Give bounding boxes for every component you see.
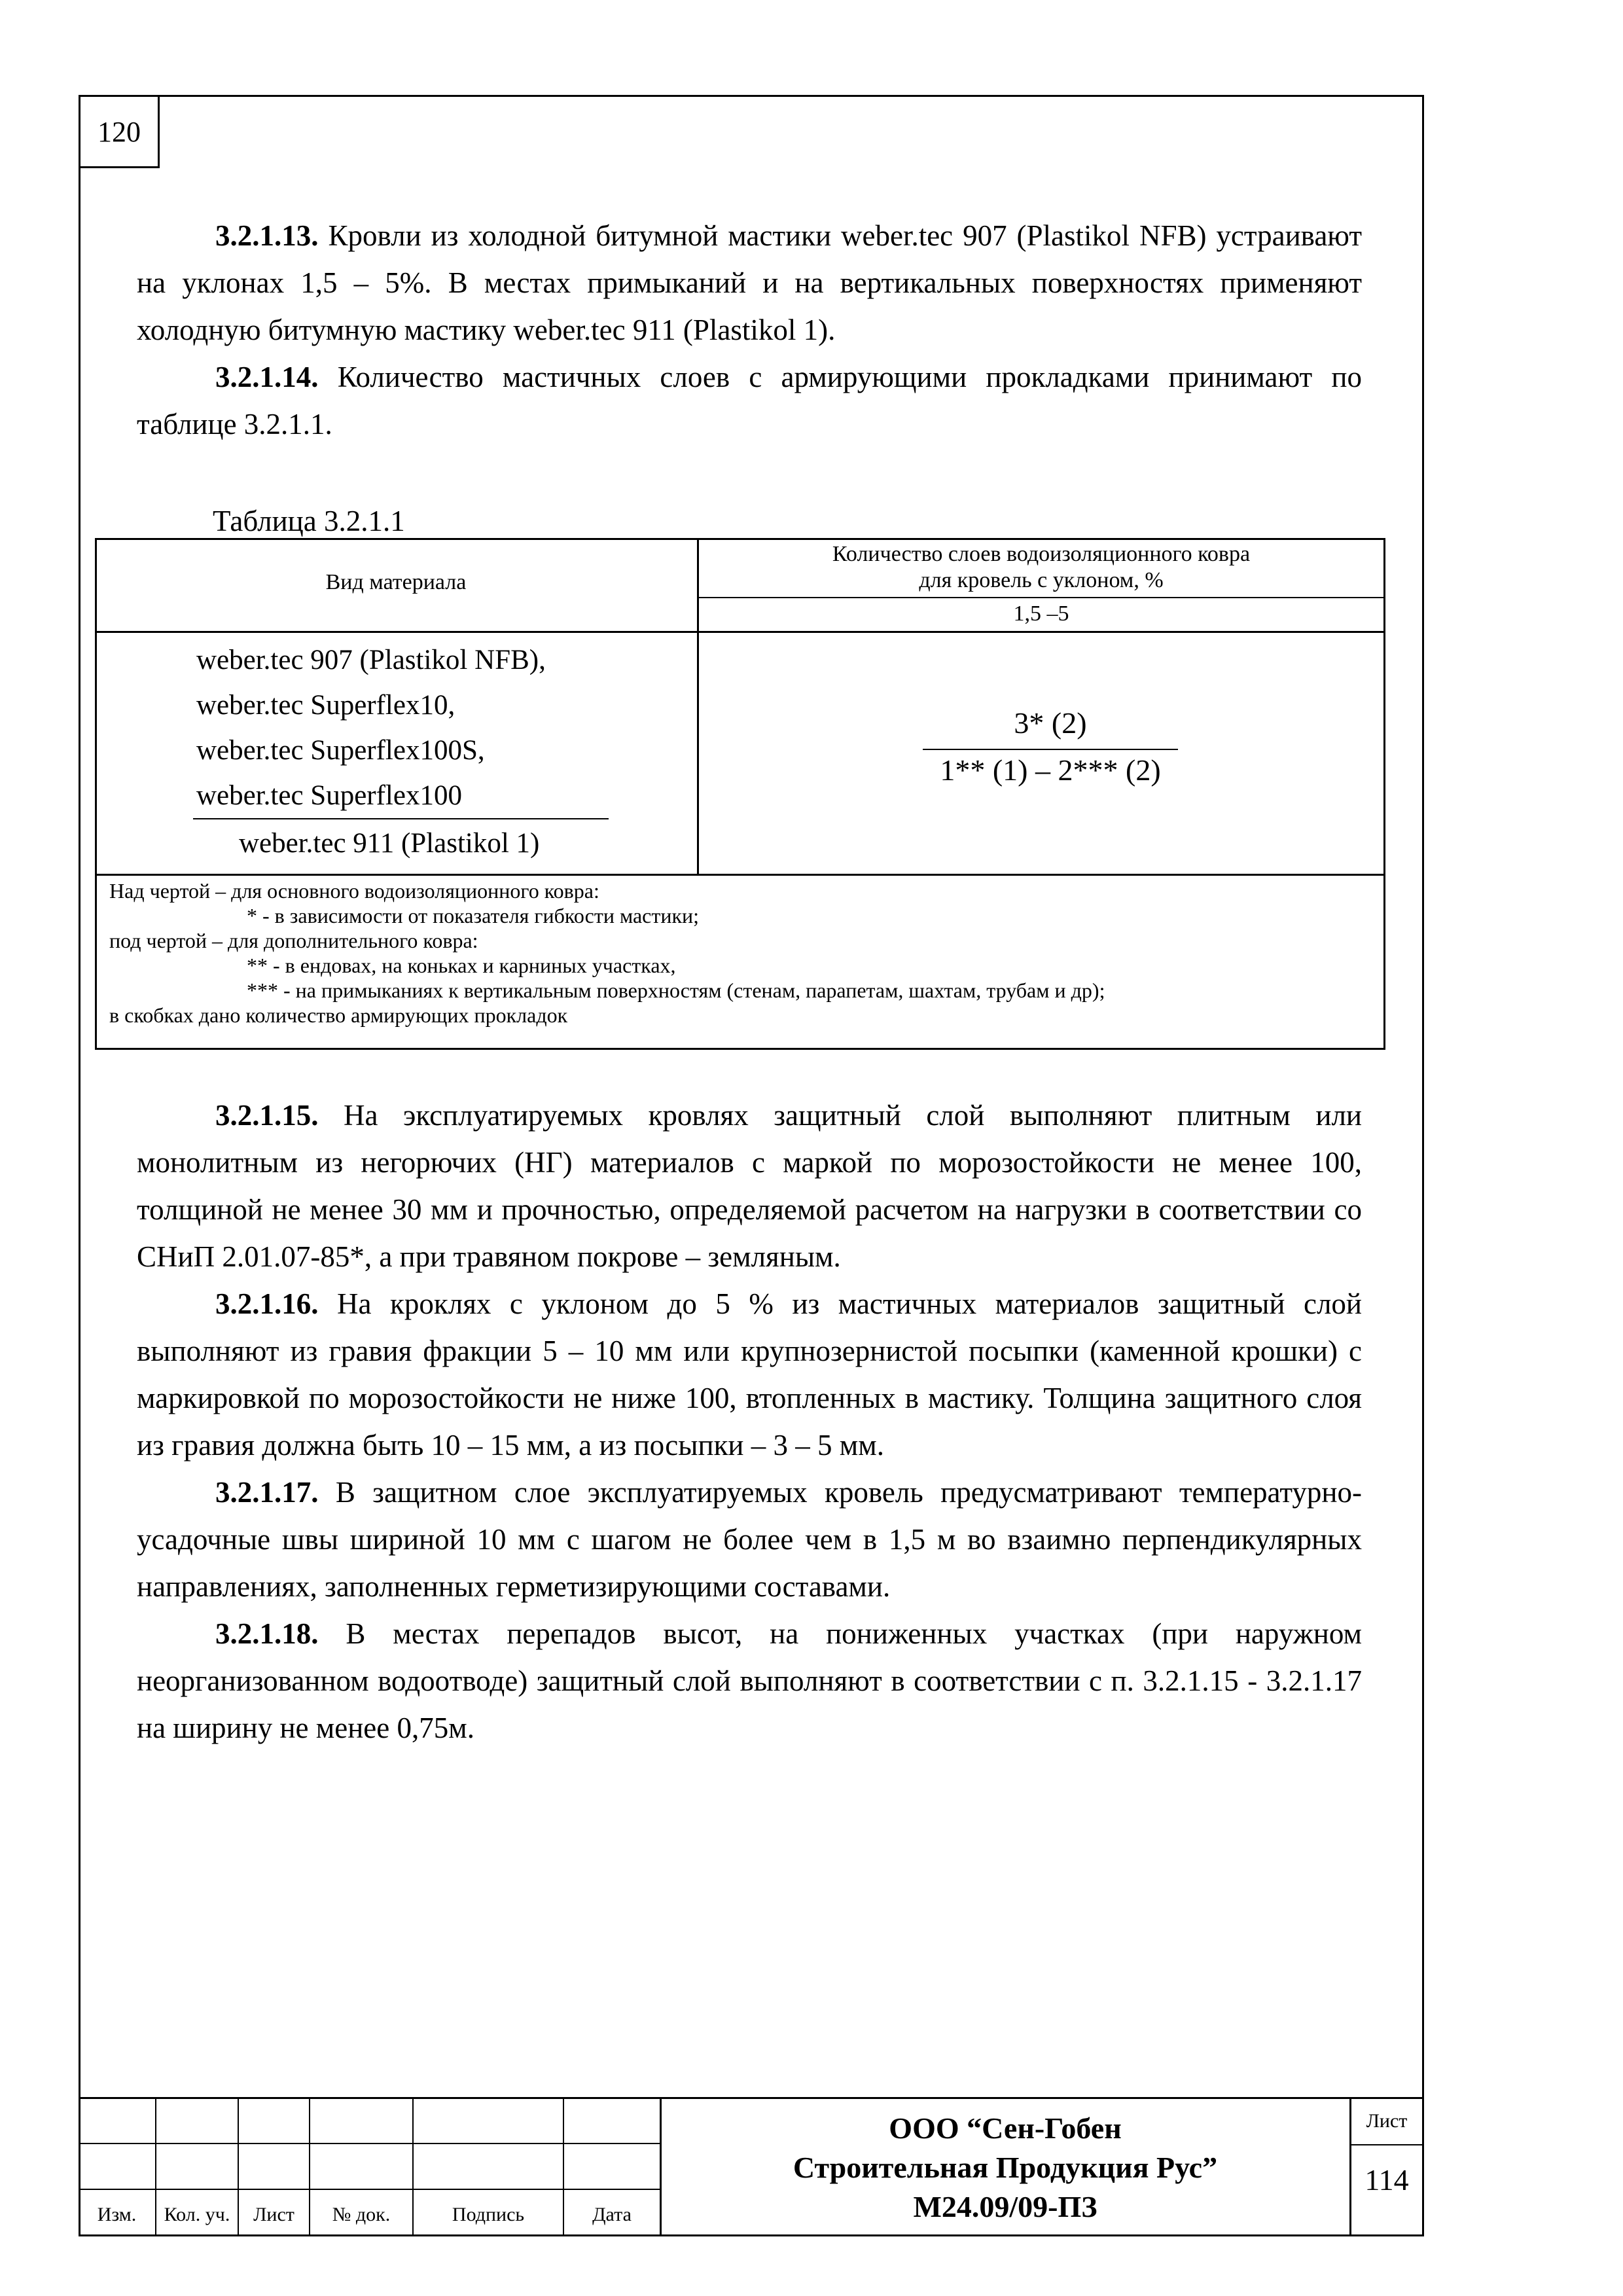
company-block — [661, 2109, 1349, 2227]
text-top — [137, 212, 1362, 448]
sheet-number: 114 — [1364, 2163, 1409, 2197]
fraction-denominator: 1** (1) – 2*** (2) — [940, 753, 1161, 787]
material-below-line: weber.tec 911 (Plastikol 1) — [239, 828, 540, 859]
note-line: *** - на примыканиях к вертикальным поверхностям (стенам, парапетам, шахтам, трубам и др); — [247, 978, 1105, 1002]
label-doc-number: № док. — [332, 2204, 391, 2225]
material-item: weber.tec 907 (Plastikol NFB), — [196, 645, 546, 675]
label-signature: Подпись — [452, 2204, 525, 2225]
header-layer-count-line2: для кровель с уклоном, % — [919, 568, 1164, 592]
material-item: weber.tec Superflex100 — [196, 780, 462, 811]
material-item: weber.tec Superflex100S, — [196, 735, 485, 766]
page-number: 120 — [79, 95, 160, 168]
fraction-numerator: 3* (2) — [1014, 706, 1087, 740]
paragraph-3-2-1-18: 3.2.1.18. В местах перепадов высот, на пониженных участках (при наружном неорганизованном водоотводе) защитный слой выполняют в соответствии с п. 3.2.1.15 - 3.2.1.17 на ширину не менее 0,75м. — [137, 1617, 1362, 1744]
note-line: под чертой – для дополнительного ковра: — [109, 929, 478, 952]
label-count: Кол. уч. — [164, 2204, 230, 2225]
title-block — [79, 2097, 1424, 2236]
paragraph-3-2-1-15: 3.2.1.15. На эксплуатируемых кровлях защитный слой выполняют плитным или монолитным из негорючих (НГ) материалов с маркой по морозостойкости не менее 100, толщиной не менее 30 мм и прочностью, определяемой расчетом на нагрузки в соответствии со СНиП 2.01.07-85*, а при травяном покрове – земляным. — [137, 1099, 1362, 1273]
paragraph-3-2-1-17: 3.2.1.17. В защитном слое эксплуатируемых кровель предусматривают температурно-усадочные швы шириной 10 мм с шагом не более чем в 1,5 м во взаимно перпендикулярных направлениях, заполненных герметизирующими составами. — [137, 1476, 1362, 1603]
paragraph-3-2-1-16: 3.2.1.16. На кроклях с уклоном до 5 % из мастичных материалов защитный слой выполняют из гравия фракции 5 – 10 мм или крупнозернистой посыпки (каменной крошки) с маркировкой по морозостойкости не ниже 100, втопленных в мастику. Толщина защитного слоя из гравия должна быть 10 – 15 мм, а из посыпки – 3 – 5 мм. — [137, 1287, 1362, 1462]
note-line: Над чертой – для основного водоизоляционного ковра: — [109, 879, 599, 903]
company-name-line1: ООО “Сен-Гобен — [889, 2111, 1122, 2145]
label-date: Дата — [592, 2204, 632, 2225]
header-material-type: Вид материала — [325, 570, 467, 594]
note-line: в скобках дано количество армирующих прокладок — [109, 1003, 568, 1027]
paragraph-3-2-1-13: 3.2.1.13. Кровли из холодной битумной мастики weber.tec 907 (Plastikol NFB) устраивают на уклонах 1,5 – 5%. В местах примыканий и на вертикальных поверхностях применяют холодную битумную мастику weber.tec 911 (Plastikol 1). — [137, 219, 1362, 346]
sheet-label: Лист — [1366, 2110, 1408, 2132]
text-bottom — [137, 1092, 1362, 1751]
label-change: Изм. — [97, 2204, 137, 2225]
note-line: ** - в ендовах, на коньках и карниных участках, — [247, 954, 676, 977]
header-slope-value: 1,5 –5 — [1013, 601, 1069, 626]
company-name-line2: Строительная Продукция Рус” — [793, 2151, 1218, 2184]
header-layer-count-line1: Количество слоев водоизоляционного ковра — [832, 542, 1251, 566]
note-line: * - в зависимости от показателя гибкости мастики; — [247, 904, 700, 927]
table-notes — [109, 878, 1372, 1028]
materials-table — [95, 538, 1385, 1050]
material-item: weber.tec Superflex10, — [196, 690, 455, 721]
label-sheet: Лист — [253, 2204, 294, 2225]
table-caption: Таблица 3.2.1.1 — [213, 505, 405, 537]
paragraph-3-2-1-14: 3.2.1.14. Количество мастичных слоев с армирующими прокладками принимают по таблице 3.2.1.1. — [137, 361, 1362, 440]
document-code: М24.09/09-ПЗ — [913, 2190, 1097, 2223]
material-fraction-line — [193, 818, 609, 819]
material-list — [196, 637, 546, 818]
